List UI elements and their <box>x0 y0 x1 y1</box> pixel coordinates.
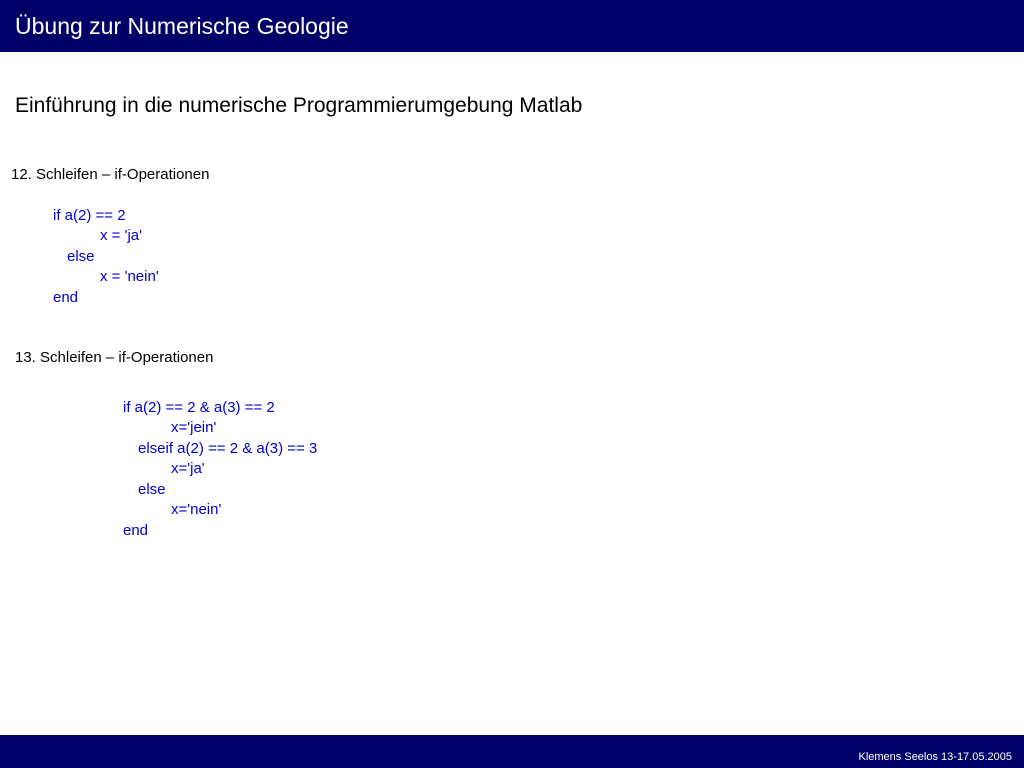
slide-header-title: Übung zur Numerische Geologie <box>15 13 349 39</box>
section-heading: 13. Schleifen – if-Operationen <box>15 349 214 366</box>
code-line: if a(2) == 2 & a(3) == 2 <box>123 399 275 416</box>
code-line: x='ja' <box>171 460 205 477</box>
code-line: else <box>138 481 166 498</box>
footer-author-date: Klemens Seelos 13-17.05.2005 <box>858 751 1012 763</box>
code-line: x='jein' <box>171 419 217 436</box>
header-bar <box>0 0 1024 52</box>
code-line: end <box>53 289 79 306</box>
code-line: if a(2) == 2 <box>53 207 126 224</box>
footer-bar <box>0 735 1024 768</box>
code-line: x='nein' <box>171 501 222 518</box>
code-line: x = 'nein' <box>100 268 159 285</box>
code-line: end <box>123 522 149 539</box>
code-line: x = 'ja' <box>100 227 142 244</box>
slide-subtitle: Einführung in die numerische Programmierumgebung Matlab <box>15 94 583 117</box>
code-line: else <box>67 248 95 265</box>
section-heading: 12. Schleifen – if-Operationen <box>11 166 210 183</box>
code-line: elseif a(2) == 2 & a(3) == 3 <box>138 440 318 457</box>
